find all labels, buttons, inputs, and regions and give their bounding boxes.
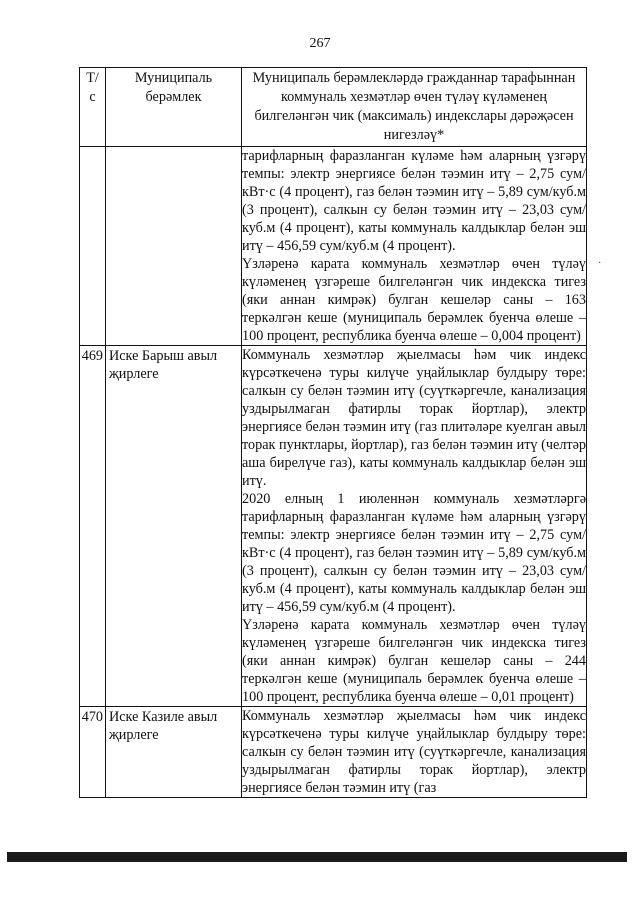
scan-bottom-bar: [7, 852, 627, 862]
table-row: [80, 346, 587, 707]
header-municipality: Муниципаль берәмлек: [106, 68, 242, 147]
row-num: 469: [80, 346, 106, 707]
page-number: 267: [309, 36, 331, 51]
tariff-table: [79, 67, 587, 798]
header-num: Т/с: [80, 68, 106, 147]
scan-speck: ·: [598, 258, 602, 269]
paragraph: Үзләренә карата коммуналь хезмәтләр өчен түләү күләменең үзгәреше билгеләнгән чик индекска тигез (яки аннан кимрәк) булган кешеләр саны – 244 теркәлгән кеше (муниципаль берәмлек буенча өлеше – 100 процент, республика буенча өлеше – 0,01 процент): [242, 617, 586, 705]
table-row: [80, 147, 587, 346]
row-municipality: Иске Барыш авыл җирлеге: [106, 346, 242, 707]
row-municipality: Иске Казиле авыл җирлеге: [106, 707, 242, 798]
paragraph: Үзләренә карата коммуналь хезмәтләр өчен түләү күләменең үзгәреше билгеләнгән чик индекска тигез (яки аннан кимрәк) булган кешеләр саны – 163 теркәлгән кеше (муниципаль берәмлек буенча өлеше – 100 процент, республика буенча өлеше – 0,004 процент): [242, 256, 586, 344]
row-description: [242, 346, 587, 707]
paragraph: Коммуналь хезмәтләр җыелмасы һәм чик индекс күрсәткеченә туры килүче уңайлыклар булдыру төре: салкын су белән тәэмин итү (суүткәргечле, канализация уздырылмаган фатирлы торак йортлар), электр энергиясе белән тәэмин итү (газ: [242, 708, 586, 796]
paragraph: Коммуналь хезмәтләр җыелмасы һәм чик индекс күрсәткеченә туры килүче уңайлыклар булдыру төре: салкын су белән тәэмин итү (суүткәргечле, канализация уздырылмаган фатирлы торак йортлар), электр энергиясе белән тәэмин итү (газ плитәләре куелган авыл торак пунктлары, йортлар), газ белән тәэмин итү (челтәр аша бирелүче газ), каты коммуналь калдыклар белән эш итү.: [242, 347, 586, 489]
table-row: [80, 707, 587, 798]
table-header-row: [80, 68, 587, 147]
row-num: [80, 147, 106, 346]
row-num: 470: [80, 707, 106, 798]
paragraph: тарифларның фаразланган күләме һәм аларның үзгәрү темпы: электр энергиясе белән тәэмин итү – 2,75 сум/кВт·с (4 процент), газ белән тәэмин итү – 5,89 сум/куб.м (3 процент), салкын су белән тәэмин итү – 23,03 сум/куб.м (4 процент), каты коммуналь калдыклар белән эш итү – 456,59 сум/куб.м (4 процент).: [242, 148, 586, 254]
row-municipality: [106, 147, 242, 346]
paragraph: 2020 елның 1 июленнән коммуналь хезмәтләргә тарифларның фаразланган күләме һәм аларның үзгәрү темпы: электр энергиясе белән тәэмин итү – 2,75 сум/кВт·с (4 процент), газ белән тәэмин итү – 5,89 сум/куб.м (3 процент), салкын су белән тәэмин итү – 23,03 сум/куб.м (4 процент), каты коммуналь калдыклар белән эш итү – 456,59 сум/куб.м (4 процент).: [242, 491, 586, 615]
row-description: [242, 707, 587, 798]
row-description: [242, 147, 587, 346]
header-description: Муниципаль берәмлекләрдә гражданнар тарафыннан коммуналь хезмәтләр өчен түләү күләменең билгеләнгән чик (максималь) индекслары дәрәҗәсен нигезләү*: [242, 68, 587, 147]
